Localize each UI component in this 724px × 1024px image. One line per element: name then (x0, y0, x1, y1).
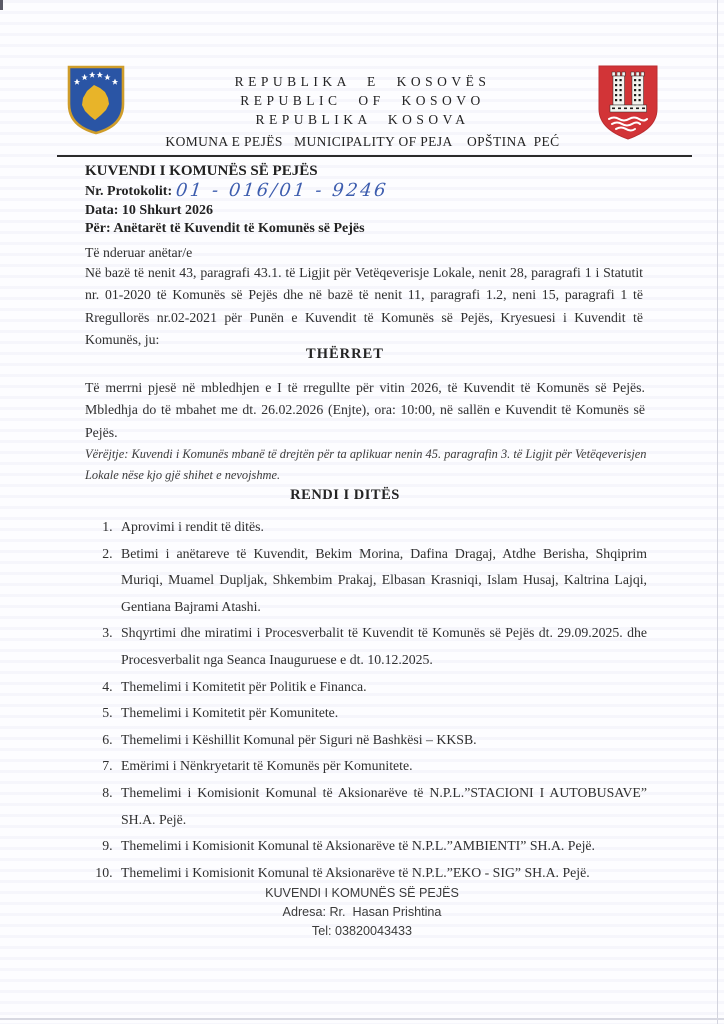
addressee-line: Për: Anëtarët të Kuvendit të Komunës së Pejës (85, 221, 365, 236)
agenda-item: 2. Betimi i anëtareve të Kuvendit, Bekim Morina, Dafina Dragaj, Atdhe Berisha, Shqiprim Muriqi, Muamel Dupljak, Shkembim Prakaj, Elbasan Krasniqi, Islam Husaj, Kaltrina Lajqi, Gentiana Bajrami Atashi. (116, 541, 647, 621)
agenda-item: 1. Aprovimi i rendit të ditës. (116, 514, 647, 541)
protocol-row (85, 181, 388, 202)
letterhead-line-en: REPUBLIC OF KOSOVO (240, 93, 485, 108)
protocol-number-handwritten: 01 - 016/01 - 9246 (174, 180, 389, 201)
agenda-heading: RENDI I DITËS (290, 487, 400, 503)
agenda-list (85, 514, 647, 886)
letterhead (120, 72, 605, 152)
header-divider (57, 155, 692, 157)
letterhead-municipality-line: KOMUNA E PEJËS MUNICIPALITY OF PEJA OPŠTINA PEĆ (165, 134, 560, 149)
document-meta (85, 162, 388, 239)
protocol-label: Nr. Protokolit: (85, 184, 173, 199)
summon-heading: THËRRET (306, 346, 384, 362)
agenda-item: 8. Themelimi i Komisionit Komunal të Aksionarëve të N.P.L.”STACIONI I AUTOBUSAVE” SH.A. Pejë. (116, 780, 647, 833)
kosovo-coat-of-arms-icon (66, 64, 126, 136)
document-footer (102, 884, 622, 941)
letterhead-line-sr: REPUBLIKA KOSOVA (255, 112, 470, 127)
agenda-item: 4. Themelimi i Komitetit për Politik e Financa. (116, 674, 647, 701)
agenda-item: 7. Emërimi i Nënkryetarit të Komunës për Komunitete. (116, 753, 647, 780)
footer-address: Adresa: Rr. Hasan Prishtina (282, 905, 442, 919)
salutation: Të nderuar anëtar/e (85, 245, 193, 260)
legal-basis-paragraph: Në bazë të nenit 43, paragrafi 43.1. të Ligjit për Vetëqeverisje Lokale, nenit 28, paragrafi 1 i Statutit nr. 01-2020 të Komunës së Pejës dhe në bazë të nenit 11, paragrafi 1.2, neni 15, paragrafi 1 të Rregullorës nr.02-2021 për Punën e Kuvendit të Komunës së Pejës, Kryesuesi i Kuvendit të Komunës, ju: (85, 265, 643, 347)
peja-municipality-emblem-icon (596, 62, 660, 144)
letterhead-line-sq: REPUBLIKA E KOSOVËS (234, 74, 491, 89)
agenda-item: 3. Shqyrtimi dhe miratimi i Procesverbalit të Kuvendit të Komunës së Pejës dt. 29.09.2025. dhe Procesverbalit nga Seanca Inauguruese e dt. 10.12.2025. (116, 620, 647, 673)
agenda-item: 5. Themelimi i Komitetit për Komunitete. (116, 700, 647, 727)
scan-artifact-corner (0, 0, 3, 10)
footer-phone: Tel: 03820043433 (311, 924, 413, 938)
agenda-item: 10. Themelimi i Komisionit Komunal të Aksionarëve të N.P.L.”EKO - SIG” SH.A. Pejë. (116, 860, 647, 887)
remark-note: Vërëjtje: Kuvendi i Komunës mbanë të drejtën për ta aplikuar nenin 45. paragrafin 3. të Ligjit për Vetëqeverisjen Lokale nëse kjo gjë shihet e nevojshme. (85, 447, 647, 482)
scan-artifact-bottom-edge (0, 1018, 724, 1020)
scan-artifact-right-edge (717, 0, 718, 1024)
issuing-body-title: KUVENDI I KOMUNËS SË PEJËS (85, 163, 318, 179)
date-line: Data: 10 Shkurt 2026 (85, 202, 213, 218)
agenda-item: 9. Themelimi i Komisionit Komunal të Aksionarëve të N.P.L.”AMBIENTI” SH.A. Pejë. (116, 833, 647, 860)
agenda-item: 6. Themelimi i Këshillit Komunal për Siguri në Bashkësi – KKSB. (116, 727, 647, 754)
footer-org: KUVENDI I KOMUNËS SË PEJËS (265, 886, 459, 900)
summon-paragraph: Të merrni pjesë në mbledhjen e I të rregullte për vitin 2026, të Kuvendit të Komunës së Pejës. Mbledhja do të mbahet me dt. 26.02.2026 (Enjte), ora: 10:00, në sallën e Kuvendit të Komunës së Pejës. (85, 380, 645, 440)
